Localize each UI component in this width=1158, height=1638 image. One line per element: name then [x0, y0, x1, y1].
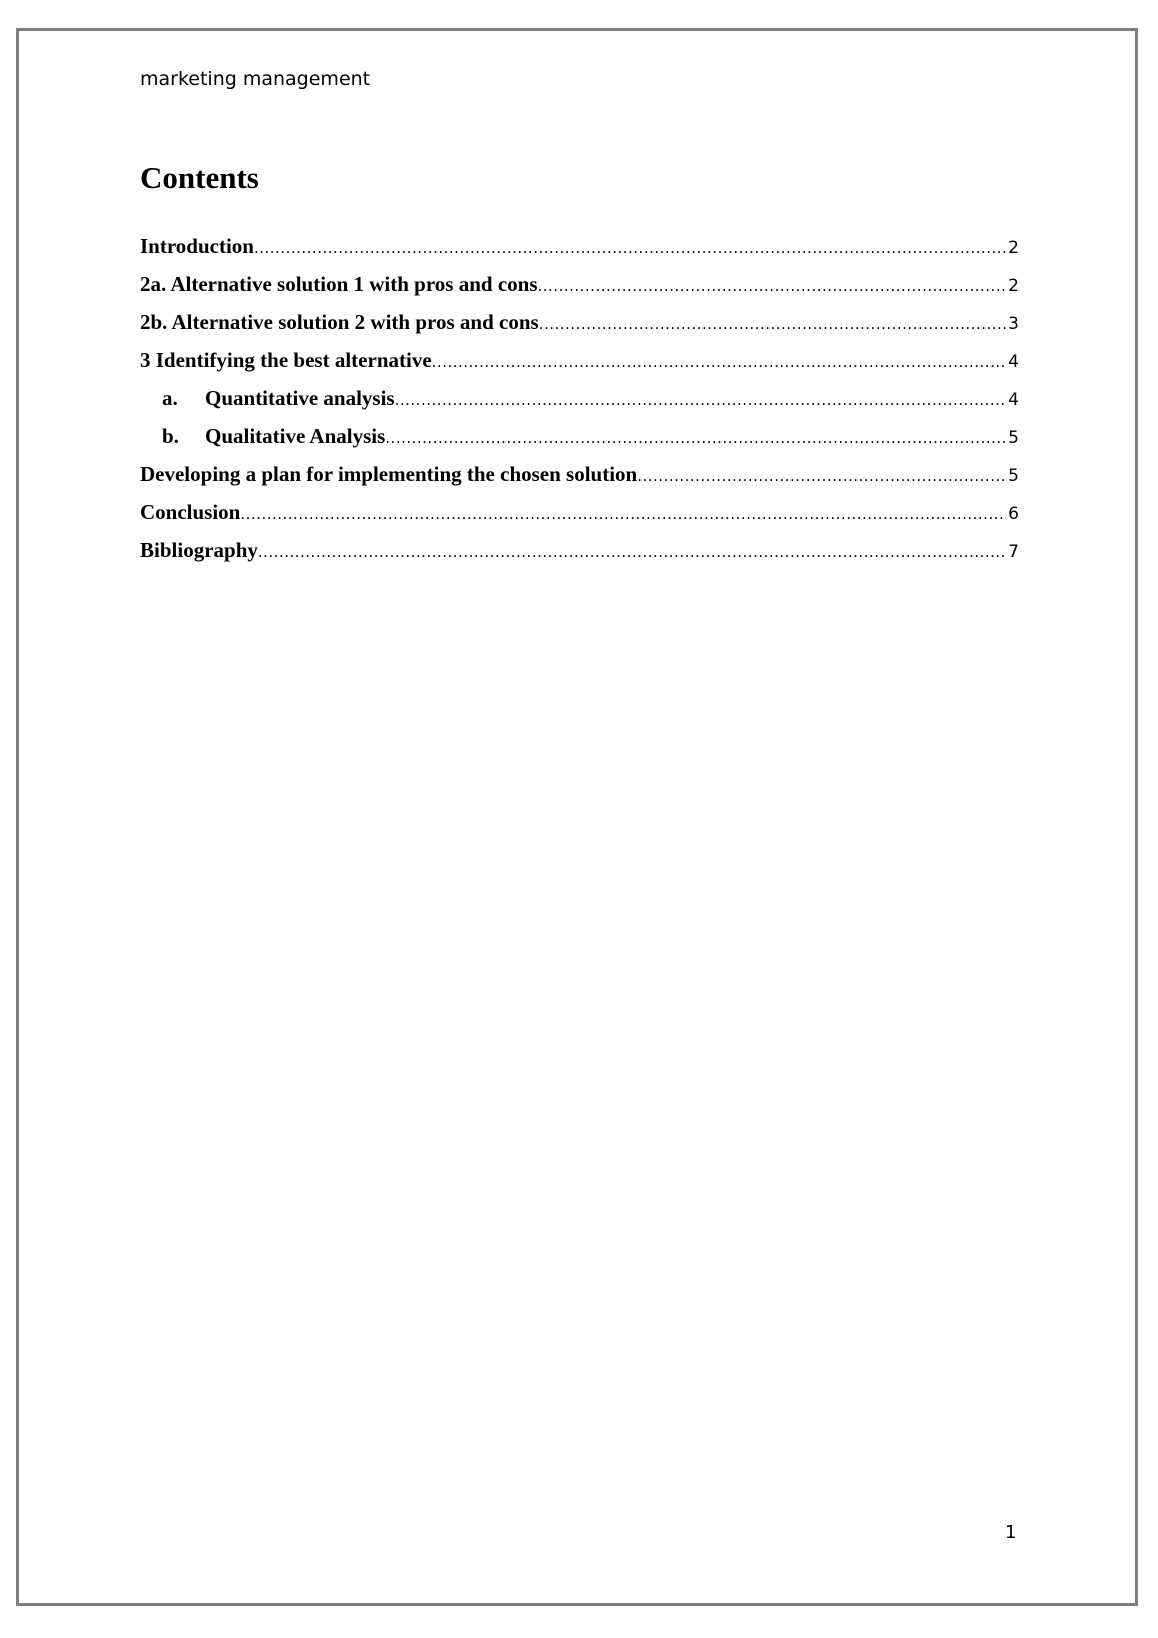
toc-entry-implementation-plan[interactable]	[140, 462, 1019, 500]
toc-entry-introduction[interactable]	[140, 234, 1019, 272]
page-number: 1	[1005, 1522, 1017, 1543]
toc-leader-dots	[254, 239, 1006, 257]
toc-entry-bibliography[interactable]	[140, 538, 1019, 576]
toc-entry-page: 3	[1008, 314, 1019, 334]
toc-entry-page: 2	[1008, 276, 1019, 296]
toc-leader-dots	[385, 429, 1006, 447]
toc-entry-alternative-solution-1[interactable]	[140, 272, 1019, 310]
toc-entry-page: 2	[1008, 238, 1019, 258]
toc-leader-dots	[395, 391, 1007, 409]
page-header: marketing management	[140, 68, 371, 90]
toc-leader-dots	[637, 467, 1006, 485]
toc-entry-page: 5	[1008, 466, 1019, 486]
toc-entry-alternative-solution-2[interactable]	[140, 310, 1019, 348]
toc-leader-dots	[258, 543, 1006, 561]
toc-entry-title: Bibliography	[140, 538, 258, 562]
toc-leader-dots	[432, 353, 1007, 371]
toc-entry-title: 2a. Alternative solution 1 with pros and cons	[140, 272, 538, 296]
toc-entry-page: 7	[1008, 542, 1019, 562]
toc-entry-title: Quantitative analysis	[205, 386, 395, 410]
toc-entry-title: 3 Identifying the best alternative	[140, 348, 432, 372]
toc-entry-quantitative-analysis[interactable]	[140, 386, 1019, 424]
toc-entry-identifying-best-alternative[interactable]	[140, 348, 1019, 386]
toc-entry-title: Developing a plan for implementing the chosen solution	[140, 462, 638, 486]
toc-leader-dots	[539, 315, 1007, 333]
toc-entry-title: 2b. Alternative solution 2 with pros and cons	[140, 310, 539, 334]
toc-entry-marker: a.	[162, 386, 178, 410]
toc-leader-dots	[240, 505, 1006, 523]
toc-entry-conclusion[interactable]	[140, 500, 1019, 538]
toc-entry-title: Qualitative Analysis	[205, 424, 386, 448]
toc-entry-page: 4	[1008, 352, 1019, 372]
toc-title: Contents	[140, 160, 259, 195]
toc-entry-page: 5	[1008, 428, 1019, 448]
toc-entry-page: 6	[1008, 504, 1019, 524]
toc-entry-page: 4	[1008, 390, 1019, 410]
toc-entry-marker: b.	[162, 424, 179, 448]
toc-entry-qualitative-analysis[interactable]	[140, 424, 1019, 462]
toc-leader-dots	[538, 277, 1007, 295]
table-of-contents	[140, 234, 1019, 576]
toc-entry-title: Introduction	[140, 234, 254, 258]
toc-entry-title: Conclusion	[140, 500, 241, 524]
